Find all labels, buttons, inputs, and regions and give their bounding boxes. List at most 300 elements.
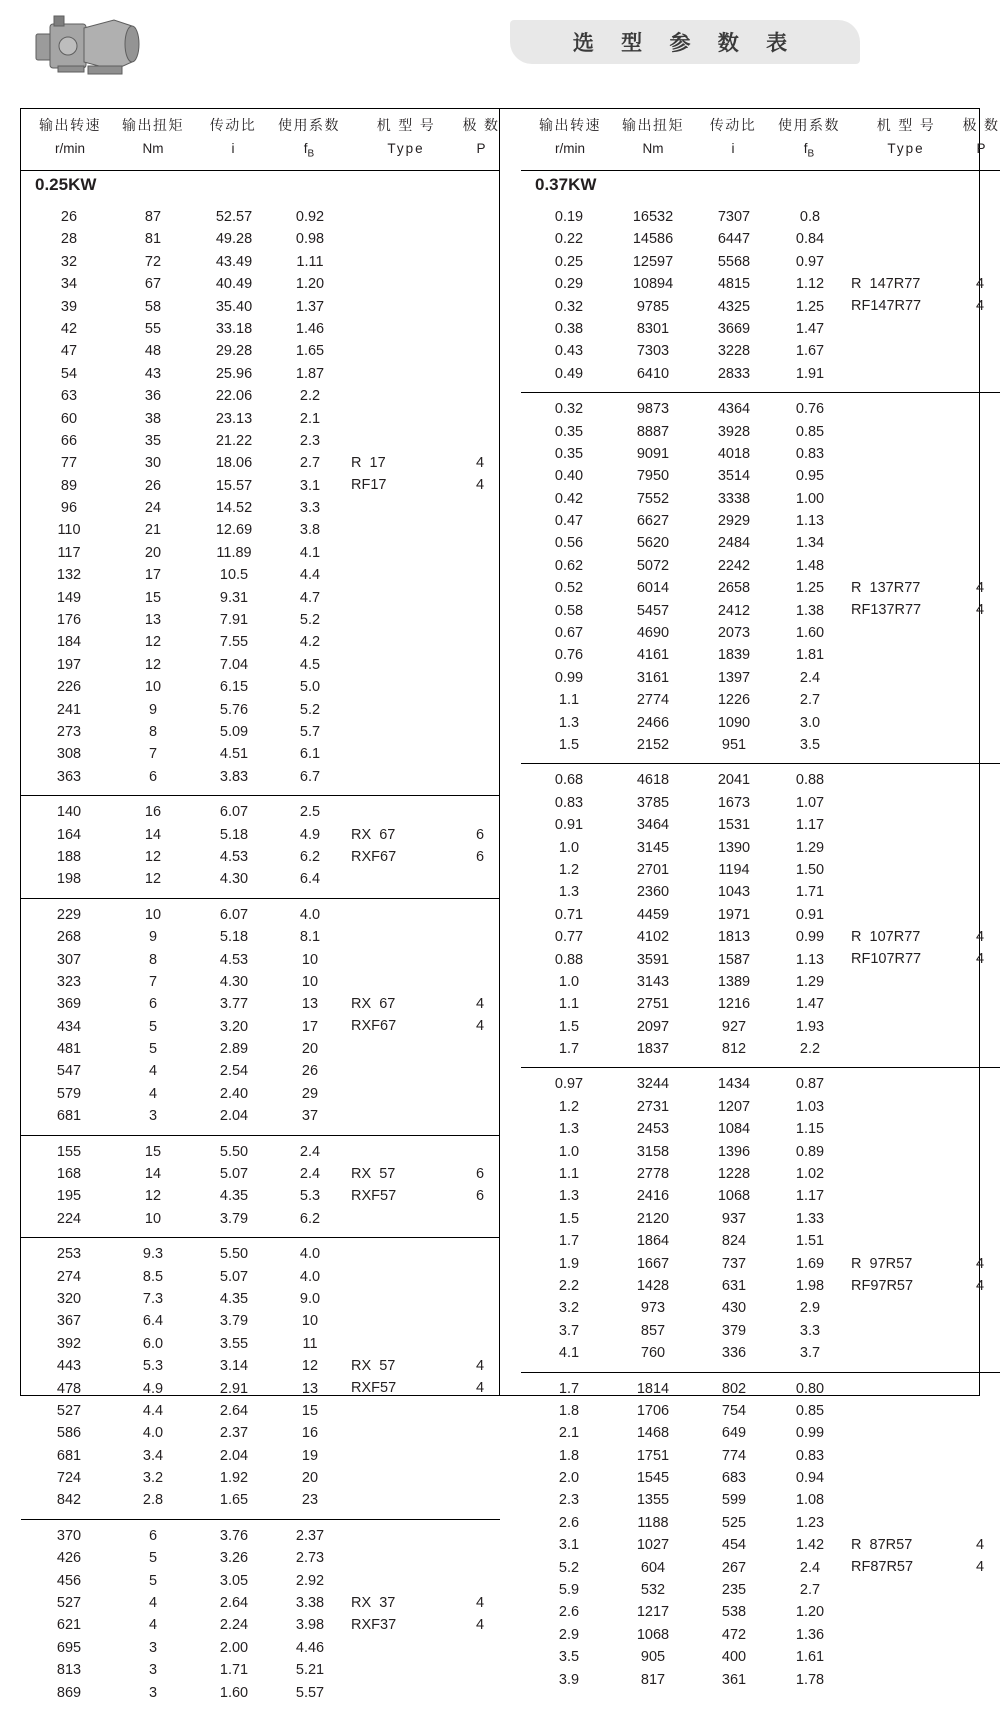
table-cell-speed: 0.91: [554, 817, 584, 834]
table-cell-speed: 241: [56, 701, 82, 718]
table-cell-ratio: 525: [721, 1514, 747, 1531]
table-cell-ratio: 1068: [717, 1188, 751, 1205]
table-cell-speed: 0.19: [554, 209, 584, 225]
table-cell-fb: 16: [301, 1425, 319, 1442]
table-group: [21, 1238, 500, 1520]
column-header-en-2: i: [731, 141, 735, 156]
table-cell-fb: 4.5: [299, 656, 321, 673]
table-cell-speed: 66: [60, 432, 78, 449]
table-cell-speed: 0.43: [554, 343, 584, 360]
table-cell-fb: 1.81: [795, 647, 825, 664]
table-cell-fb: 10: [301, 973, 319, 990]
table-row: [21, 1526, 500, 1548]
table-cell-torque: 9785: [636, 298, 670, 315]
table-cell-torque: 26: [144, 477, 162, 494]
table-row: [521, 1647, 1000, 1669]
table-cell-speed: 2.2: [558, 1277, 580, 1294]
table-cell-fb: 1.98: [795, 1277, 825, 1294]
table-cell-speed: 621: [56, 1617, 82, 1634]
table-cell-fb: 4.9: [299, 826, 321, 843]
table-cell-fb: 0.83: [795, 1447, 825, 1464]
table-cell-speed: 3.7: [558, 1322, 580, 1339]
table-cell-ratio: 3514: [717, 468, 751, 485]
table-cell-ratio: 3928: [717, 423, 751, 440]
table-cell-fb: 5.2: [299, 701, 321, 718]
table-cell-torque: 1814: [636, 1380, 670, 1397]
table-row: [521, 1039, 1000, 1061]
table-cell-speed: 0.22: [554, 231, 584, 248]
table-cell-speed: 1.3: [558, 714, 580, 731]
table-row: [521, 1209, 1000, 1231]
table-cell-fb: 0.97: [795, 253, 825, 270]
table-cell-speed: 3.1: [558, 1537, 580, 1554]
table-cell-fb: 15: [301, 1402, 319, 1419]
table-cell-torque: 3244: [636, 1076, 670, 1093]
pole-count-label: 4: [475, 455, 485, 472]
table-cell-torque: 81: [144, 231, 162, 248]
table-cell-speed: 695: [56, 1639, 82, 1656]
table-row: [521, 735, 1000, 757]
table-cell-fb: 1.13: [795, 951, 825, 968]
table-cell-torque: 4.0: [142, 1425, 164, 1442]
table-cell-fb: 1.46: [295, 320, 325, 337]
page-title-banner: [510, 20, 860, 64]
table-cell-ratio: 754: [721, 1402, 747, 1419]
table-cell-torque: 2416: [636, 1188, 670, 1205]
table-row: [21, 1423, 500, 1445]
table-cell-fb: 2.9: [799, 1300, 821, 1317]
table-cell-ratio: 1971: [717, 906, 751, 923]
table-cell-torque: 24: [144, 500, 162, 517]
table-cell-ratio: 1587: [717, 951, 751, 968]
table-cell-fb: 1.03: [795, 1098, 825, 1115]
table-cell-fb: 0.80: [795, 1380, 825, 1397]
pole-count-label: 4: [975, 602, 985, 619]
table-cell-torque: 3158: [636, 1143, 670, 1160]
table-cell-fb: 0.98: [295, 231, 325, 248]
table-cell-speed: 155: [56, 1143, 82, 1160]
table-cell-speed: 2.6: [558, 1604, 580, 1621]
table-cell-torque: 4690: [636, 625, 670, 642]
table-row: [21, 1615, 500, 1637]
table-cell-fb: 1.02: [795, 1166, 825, 1183]
table-cell-speed: 1.0: [558, 973, 580, 990]
table-cell-ratio: 1.60: [219, 1684, 249, 1701]
table-row: [21, 364, 500, 386]
table-cell-speed: 0.32: [554, 401, 584, 418]
table-cell-speed: 478: [56, 1380, 82, 1397]
table-cell-fb: 1.60: [795, 625, 825, 642]
model-type-label: RXF57: [351, 1380, 397, 1397]
table-cell-fb: 8.1: [299, 929, 321, 946]
table-cell-ratio: 1228: [717, 1166, 751, 1183]
table-cell-speed: 4.1: [558, 1345, 580, 1362]
table-cell-ratio: 5.07: [219, 1268, 249, 1285]
page-title: 选 型 参 数 表: [572, 31, 798, 55]
table-cell-ratio: 1.92: [219, 1470, 249, 1487]
table-cell-speed: 1.5: [558, 1210, 580, 1227]
table-cell-torque: 16532: [632, 209, 674, 225]
table-cell-torque: 3: [148, 1662, 158, 1679]
table-row: [521, 341, 1000, 363]
table-cell-speed: 47: [60, 343, 78, 360]
table-row: [521, 1580, 1000, 1602]
table-cell-torque: 12: [144, 1188, 162, 1205]
table-cell-speed: 54: [60, 365, 78, 382]
table-cell-speed: 363: [56, 768, 82, 785]
table-cell-speed: 579: [56, 1085, 82, 1102]
table-cell-speed: 1.2: [558, 861, 580, 878]
table-cell-speed: 0.25: [554, 253, 584, 270]
model-type-label: R 97R57: [851, 1255, 913, 1272]
table-cell-fb: 1.50: [795, 861, 825, 878]
table-row: [21, 869, 500, 891]
column-header-en-4: Type: [387, 141, 425, 156]
table-cell-speed: 195: [56, 1188, 82, 1205]
table-cell-fb: 1.51: [795, 1233, 825, 1250]
table-cell-fb: 1.38: [795, 602, 825, 619]
table-cell-fb: 2.7: [799, 1582, 821, 1599]
table-row: [521, 1276, 1000, 1298]
table-cell-fb: 2.4: [799, 1559, 821, 1576]
table-cell-fb: 1.71: [795, 884, 825, 901]
table-cell-torque: 6: [148, 1527, 158, 1544]
table-cell-fb: 6.2: [299, 1210, 321, 1227]
model-type-label: RF87R57: [851, 1559, 914, 1576]
table-cell-ratio: 267: [721, 1559, 747, 1576]
table-cell-speed: 2.1: [558, 1425, 580, 1442]
table-cell-ratio: 737: [721, 1255, 747, 1272]
table-cell-fb: 3.3: [299, 500, 321, 517]
table-cell-ratio: 2.64: [219, 1595, 249, 1612]
table-cell-speed: 481: [56, 1041, 82, 1058]
table-cell-speed: 164: [56, 826, 82, 843]
table-cell-ratio: 379: [721, 1322, 747, 1339]
table-cell-speed: 527: [56, 1595, 82, 1612]
table-cell-ratio: 35.40: [215, 298, 253, 315]
table-group: [521, 1373, 1000, 1698]
table-row: [21, 1683, 500, 1705]
table-cell-speed: 813: [56, 1662, 82, 1679]
table-row: [521, 994, 1000, 1016]
table-cell-ratio: 5.50: [219, 1246, 249, 1263]
table-cell-fb: 26: [301, 1063, 319, 1080]
table-row: [521, 1513, 1000, 1535]
table-cell-fb: 1.37: [295, 298, 325, 315]
table-cell-torque: 3.4: [142, 1447, 164, 1464]
column-header-en-4: Type: [887, 141, 925, 156]
table-cell-speed: 369: [56, 996, 82, 1013]
table-cell-speed: 197: [56, 656, 82, 673]
table-row: [521, 207, 1000, 229]
table-row: [21, 1039, 500, 1061]
table-row: [21, 1186, 500, 1208]
table-cell-speed: 0.83: [554, 794, 584, 811]
table-cell-fb: 5.21: [295, 1662, 325, 1679]
table-cell-speed: 60: [60, 410, 78, 427]
table-cell-torque: 12: [144, 656, 162, 673]
table-cell-torque: 8: [148, 723, 158, 740]
table-row: [521, 713, 1000, 735]
table-cell-fb: 2.5: [299, 804, 321, 821]
table-cell-ratio: 937: [721, 1210, 747, 1227]
model-type-label: RXF67: [351, 848, 397, 865]
table-cell-speed: 869: [56, 1684, 82, 1701]
table-cell-ratio: 4.35: [219, 1290, 249, 1307]
table-cell-ratio: 1673: [717, 794, 751, 811]
table-cell-fb: 6.4: [299, 871, 321, 888]
table-cell-ratio: 4325: [717, 298, 751, 315]
table-row: [521, 444, 1000, 466]
pole-count-label: 4: [975, 276, 985, 293]
table-cell-ratio: 23.13: [215, 410, 253, 427]
column-header-en-2: i: [231, 141, 235, 156]
table-cell-torque: 15: [144, 589, 162, 606]
table-cell-speed: 28: [60, 231, 78, 248]
table-cell-speed: 198: [56, 871, 82, 888]
column-header-cn-1: 输出扭矩: [622, 118, 684, 134]
table-cell-ratio: 812: [721, 1041, 747, 1058]
table-cell-fb: 5.57: [295, 1684, 325, 1701]
table-cell-ratio: 12.69: [215, 522, 253, 539]
table-cell-ratio: 5568: [717, 253, 751, 270]
table-row: [21, 1490, 500, 1512]
table-cell-speed: 0.67: [554, 625, 584, 642]
pole-count-label: 4: [475, 1018, 485, 1035]
table-cell-speed: 0.35: [554, 423, 584, 440]
table-cell-torque: 6.4: [142, 1313, 164, 1330]
power-rating-label: 0.25KW: [35, 175, 97, 194]
table-cell-torque: 3143: [636, 973, 670, 990]
table-cell-torque: 4.9: [142, 1380, 164, 1397]
table-cell-speed: 253: [56, 1246, 82, 1263]
table-cell-torque: 3785: [636, 794, 670, 811]
table-cell-ratio: 631: [721, 1277, 747, 1294]
table-cell-fb: 1.25: [795, 298, 825, 315]
table-cell-fb: 1.78: [795, 1671, 825, 1688]
table-cell-speed: 1.1: [558, 1166, 580, 1183]
model-type-label: RF137R77: [851, 602, 922, 619]
table-cell-speed: 320: [56, 1290, 82, 1307]
table-cell-ratio: 2.37: [219, 1425, 249, 1442]
table-cell-fb: 4.1: [299, 544, 321, 561]
table-cell-speed: 184: [56, 634, 82, 651]
table-cell-fb: 0.83: [795, 445, 825, 462]
column-header-en-5: P: [976, 141, 986, 156]
table-cell-torque: 7: [148, 746, 158, 763]
table-cell-fb: 9.0: [299, 1290, 321, 1307]
table-cell-fb: 0.89: [795, 1143, 825, 1160]
column-header-cn-5: 极 数: [962, 118, 1000, 134]
table-cell-speed: 1.3: [558, 1121, 580, 1138]
table-cell-torque: 9091: [636, 445, 670, 462]
table-cell-torque: 4: [148, 1595, 158, 1612]
table-row: [21, 655, 500, 677]
table-cell-ratio: 6.07: [219, 906, 249, 923]
column-header-cn-0: 输出转速: [39, 118, 101, 134]
table-cell-ratio: 21.22: [215, 432, 253, 449]
column-header-cn-0: 输出转速: [539, 118, 601, 134]
table-cell-torque: 2.8: [142, 1492, 164, 1509]
table-cell-speed: 34: [60, 276, 78, 293]
table-row: [521, 1401, 1000, 1423]
table-row: [21, 802, 500, 824]
table-cell-speed: 224: [56, 1210, 82, 1227]
table-cell-ratio: 538: [721, 1604, 747, 1621]
table-row: [521, 1164, 1000, 1186]
table-cell-speed: 1.0: [558, 1143, 580, 1160]
table-cell-fb: 37: [301, 1108, 319, 1125]
table-cell-ratio: 649: [721, 1425, 747, 1442]
table-cell-speed: 0.49: [554, 365, 584, 382]
table-cell-ratio: 3.76: [219, 1527, 249, 1544]
table-cell-torque: 30: [144, 455, 162, 472]
pole-count-label: 4: [975, 580, 985, 597]
table-cell-speed: 1.7: [558, 1041, 580, 1058]
table-cell-speed: 1.7: [558, 1380, 580, 1397]
table-cell-ratio: 2.04: [219, 1447, 249, 1464]
table-cell-ratio: 4364: [717, 401, 751, 418]
table-cell-fb: 4.46: [295, 1639, 325, 1656]
table-cell-ratio: 1194: [718, 861, 750, 878]
table-cell-fb: 3.3: [799, 1322, 821, 1339]
table-cell-speed: 2.0: [558, 1470, 580, 1487]
model-type-label: RF97R57: [851, 1277, 914, 1294]
table-cell-fb: 20: [301, 1470, 319, 1487]
table-cell-torque: 8.5: [142, 1268, 164, 1285]
table-row: [521, 1602, 1000, 1624]
table-row: [21, 386, 500, 408]
table-cell-ratio: 25.96: [215, 365, 253, 382]
table-cell-ratio: 4.30: [219, 871, 249, 888]
table-cell-torque: 36: [144, 388, 162, 405]
pole-count-label: 6: [475, 1188, 485, 1205]
table-cell-fb: 4.0: [299, 1246, 321, 1263]
table-row: [521, 1231, 1000, 1253]
table-cell-speed: 0.56: [554, 535, 584, 552]
column-header-en-1: Nm: [642, 141, 664, 156]
table-cell-ratio: 1396: [717, 1143, 751, 1160]
table-cell-ratio: 2073: [717, 625, 751, 642]
table-row: [521, 229, 1000, 251]
table-cell-ratio: 5.18: [219, 929, 249, 946]
table-cell-torque: 5620: [636, 535, 670, 552]
table-row: [521, 252, 1000, 274]
table-cell-speed: 456: [56, 1572, 82, 1589]
table-cell-fb: 1.08: [795, 1492, 825, 1509]
table-cell-speed: 426: [56, 1550, 82, 1567]
table-cell-torque: 2360: [636, 884, 670, 901]
table-row: [521, 1119, 1000, 1141]
table-cell-speed: 586: [56, 1425, 82, 1442]
table-cell-ratio: 2929: [717, 513, 751, 530]
table-cell-fb: 0.91: [795, 906, 825, 923]
table-cell-torque: 10: [144, 679, 162, 696]
table-cell-speed: 1.3: [558, 1188, 580, 1205]
table-cell-ratio: 3669: [717, 320, 751, 337]
table-cell-speed: 434: [56, 1018, 82, 1035]
table-cell-ratio: 472: [721, 1626, 747, 1643]
table-cell-speed: 724: [56, 1470, 82, 1487]
table-cell-ratio: 4.30: [219, 973, 249, 990]
table-cell-ratio: 824: [721, 1233, 747, 1250]
table-cell-ratio: 4.51: [219, 746, 249, 763]
table-cell-ratio: 1216: [717, 996, 751, 1013]
pole-count-label: 4: [475, 1617, 485, 1634]
model-type-label: RXF37: [351, 1617, 397, 1634]
power-rating-label: 0.37KW: [535, 175, 597, 194]
column-header-en-3: $f_B$: [803, 141, 815, 160]
table-cell-ratio: 29.28: [215, 343, 253, 360]
table-cell-ratio: 454: [721, 1537, 747, 1554]
table-cell-torque: 4: [148, 1063, 158, 1080]
table-cell-speed: 168: [56, 1166, 82, 1183]
table-row: [521, 905, 1000, 927]
table-cell-torque: 1217: [636, 1604, 670, 1621]
table-cell-torque: 7.3: [142, 1290, 164, 1307]
table-row: [21, 229, 500, 251]
table-cell-fb: 2.4: [799, 669, 821, 686]
table-cell-torque: 38: [144, 410, 162, 427]
table-cell-ratio: 361: [721, 1671, 747, 1688]
table-cell-torque: 7552: [636, 490, 670, 507]
table-cell-fb: 0.87: [795, 1076, 825, 1093]
pole-count-label: 4: [975, 298, 985, 315]
table-cell-fb: 0.94: [795, 1470, 825, 1487]
table-row: [521, 556, 1000, 578]
column-header-en-5: P: [476, 141, 486, 156]
table-row: [521, 1298, 1000, 1320]
table-cell-ratio: 11.89: [216, 544, 252, 561]
table-cell-speed: 132: [56, 567, 82, 584]
table-row: [21, 476, 500, 498]
column-header-cn-4: 机 型 号: [376, 118, 436, 134]
table-row: [21, 1446, 500, 1468]
pole-count-label: 4: [475, 1595, 485, 1612]
table-cell-torque: 2453: [636, 1121, 670, 1138]
column-header-cn-1: 输出扭矩: [122, 118, 184, 134]
table-cell-speed: 392: [56, 1335, 82, 1352]
table-row: [521, 950, 1000, 972]
model-type-label: RXF67: [351, 1018, 397, 1035]
table-row: [21, 1244, 500, 1266]
table-row: [521, 1625, 1000, 1647]
table-cell-torque: 5: [148, 1018, 158, 1035]
table-row: [21, 767, 500, 789]
table-cell-ratio: 6.07: [219, 804, 249, 821]
table-cell-speed: 0.40: [554, 468, 584, 485]
table-cell-fb: 19: [301, 1447, 319, 1464]
table-row: [21, 1660, 500, 1682]
table-cell-torque: 4161: [636, 647, 670, 664]
table-cell-speed: 0.58: [554, 602, 584, 619]
table-group: [21, 899, 500, 1136]
column-header-en-0: r/min: [555, 141, 585, 156]
model-type-label: RF147R77: [851, 298, 922, 315]
table-cell-speed: 0.38: [554, 320, 584, 337]
table-row: [521, 838, 1000, 860]
table-cell-torque: 3591: [636, 951, 670, 968]
table-cell-speed: 547: [56, 1063, 82, 1080]
table-cell-torque: 2778: [636, 1166, 670, 1183]
table-cell-speed: 1.1: [558, 996, 580, 1013]
table-cell-speed: 1.8: [558, 1402, 580, 1419]
table-cell-fb: 1.34: [795, 535, 825, 552]
table-cell-speed: 1.0: [558, 839, 580, 856]
table-group: [21, 796, 500, 899]
table-cell-speed: 1.5: [558, 1018, 580, 1035]
table-cell-speed: 1.1: [558, 692, 580, 709]
